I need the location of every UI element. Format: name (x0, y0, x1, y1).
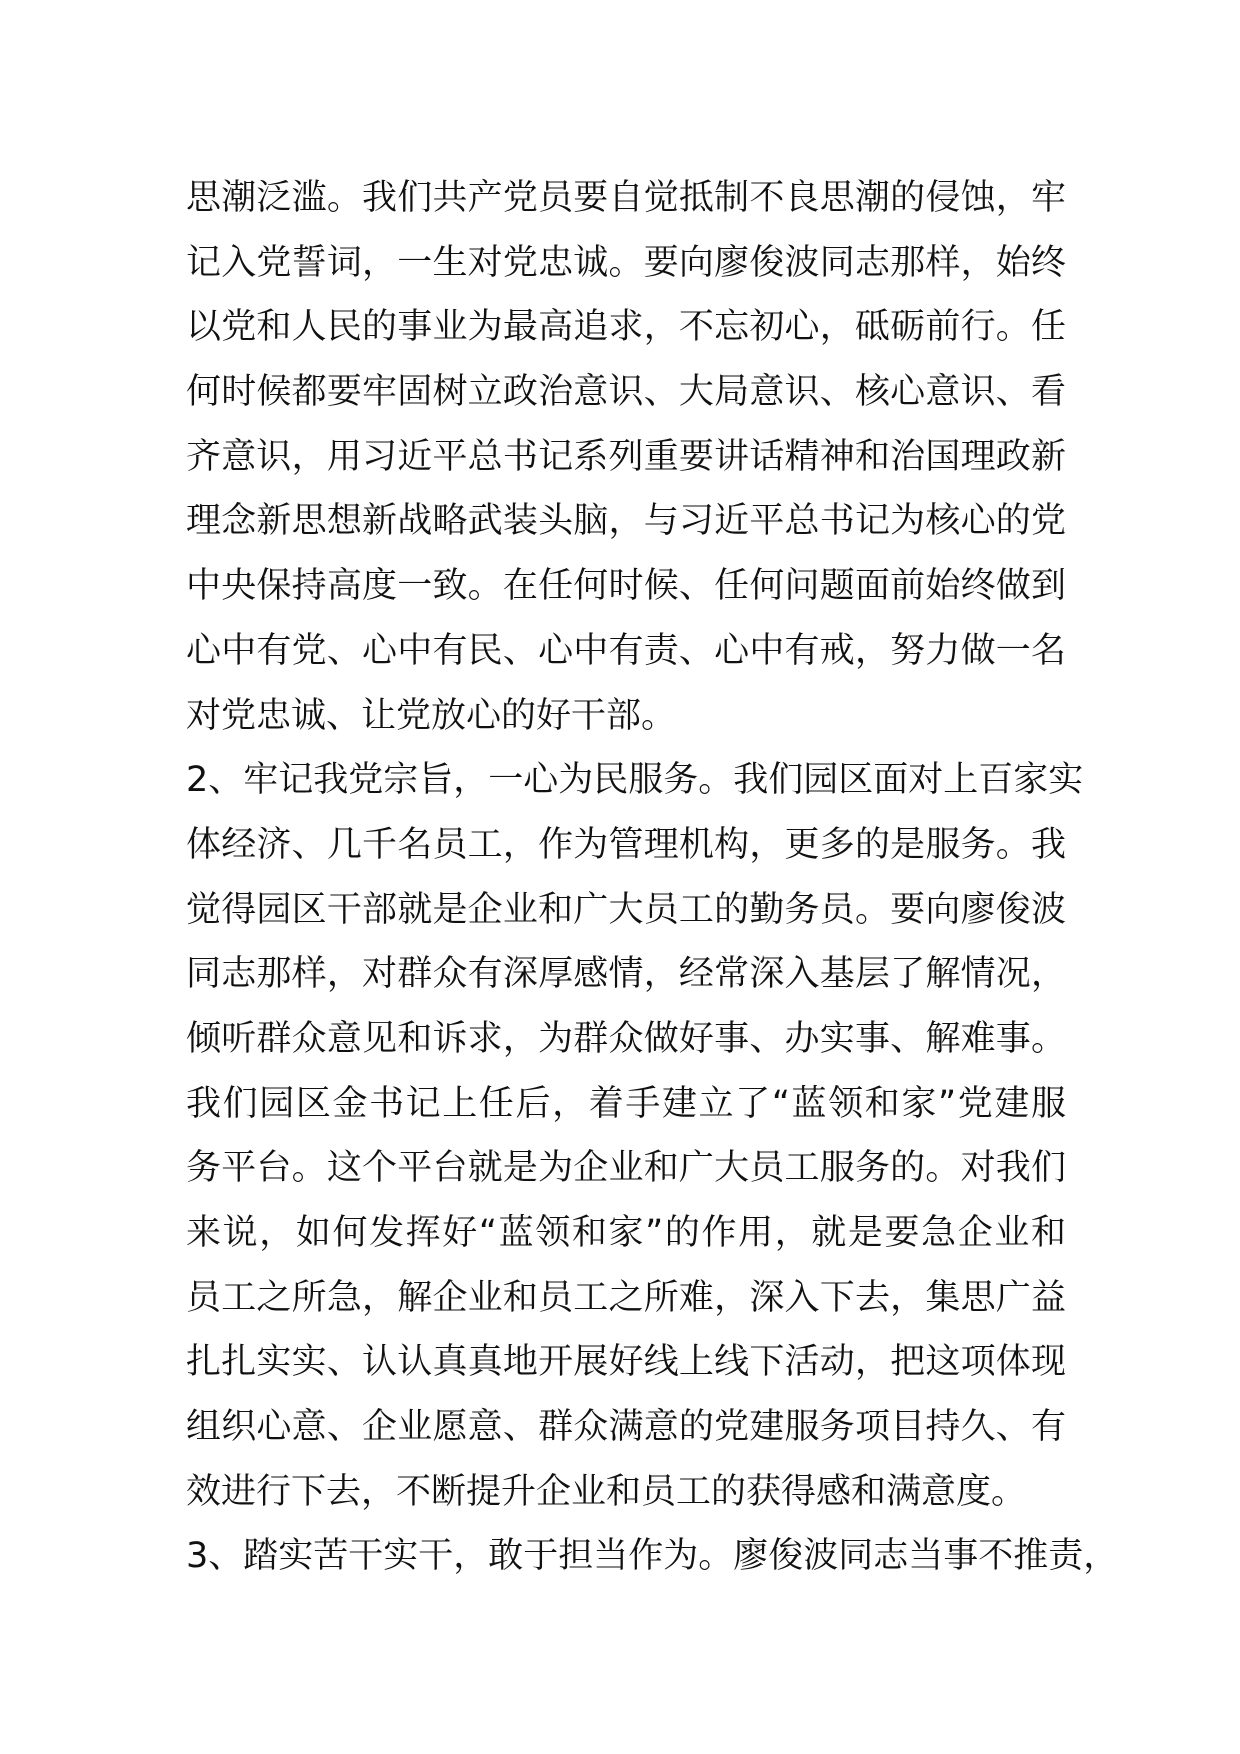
text-line-5: 齐意识，用习近平总书记系列重要讲话精神和治国理政新 (186, 436, 1066, 477)
text-line-17: 来说，如何发挥好“蓝领和家”的作用，就是要急企业和 (186, 1213, 1066, 1253)
text-line-14: 倾听群众意见和诉求，为群众做好事、办实事、解难事。 (186, 1018, 1066, 1059)
text-line-3: 以党和人民的事业为最高追求，不忘初心，砥砺前行。任 (186, 307, 1066, 348)
text-line-2: 记入党誓词，一生对党忠诚。要向廖俊波同志那样，始终 (186, 242, 1066, 283)
text-line-15: 我们园区金书记上任后，着手建立了“蓝领和家”党建服 (186, 1083, 1066, 1124)
text-line-11: 体经济、几千名员工，作为管理机构，更多的是服务。我 (186, 824, 1066, 865)
text-line-7: 中央保持高度一致。在任何时候、任何问题面前始终做到 (186, 566, 1066, 607)
text-line-9: 对党忠诚、让党放心的好干部。 (186, 695, 677, 736)
text-line-12: 觉得园区干部就是企业和广大员工的勤务员。要向廖俊波 (186, 889, 1066, 930)
text-line-4: 何时候都要牢固树立政治意识、大局意识、核心意识、看 (186, 372, 1066, 413)
document-body (186, 166, 1119, 1589)
text-line-6: 理念新思想新战略武装头脑，与习近平总书记为核心的党 (186, 501, 1066, 542)
text-line-1: 思潮泛滥。我们共产党员要自觉抵制不良思潮的侵蚀，牢 (186, 178, 1066, 218)
text-line-16: 务平台。这个平台就是为企业和广大员工服务的。对我们 (186, 1148, 1066, 1189)
text-line-18: 员工之所急，解企业和员工之所难，深入下去，集思广益 (186, 1277, 1066, 1318)
text-line-8: 心中有党、心中有民、心中有责、心中有戒，努力做一名 (186, 630, 1066, 671)
text-line-22: 3、踏实苦干实干，敢于担当作为。廖俊波同志当事不推责， (186, 1536, 1119, 1577)
text-line-19: 扎扎实实、认认真真地开展好线上线下活动，把这项体现 (186, 1342, 1066, 1383)
text-line-20: 组织心意、企业愿意、群众满意的党建服务项目持久、有 (186, 1407, 1066, 1448)
text-line-10: 2、牢记我党宗旨，一心为民服务。我们园区面对上百家实 (186, 760, 1084, 801)
text-line-13: 同志那样，对群众有深厚感情，经常深入基层了解情况， (186, 954, 1066, 995)
text-line-21: 效进行下去，不断提升企业和员工的获得感和满意度。 (186, 1471, 1027, 1512)
